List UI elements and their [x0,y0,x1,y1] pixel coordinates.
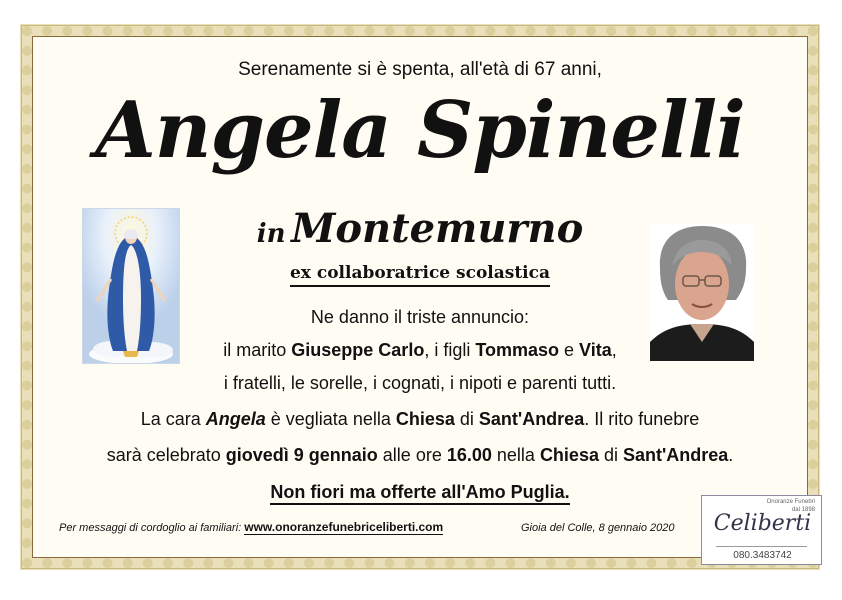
funeral-text: sarà celebrato [106,445,226,465]
child-name: Vita [579,340,612,360]
funeral-text: . [728,445,734,465]
intro-text: Serenamente si è spenta, all'età di 67 anni, [238,59,602,80]
wake-text: di [454,409,479,429]
wake-text: La cara [140,409,206,429]
wake-text: . Il rito funebre [584,409,700,429]
funeral-line [33,445,807,466]
family-text: il marito [223,340,292,360]
wake-text: è vegliata nella [265,409,396,429]
portrait-illustration [650,224,754,361]
condolence-label: Per messaggi di cordoglio ai familiari: [59,522,242,534]
website-link[interactable]: www.onoranzefunebriceliberti.com [244,520,444,534]
flowers-text: Non fiori ma offerte all'Amo Puglia. [270,482,569,505]
funeral-text: nella [491,445,540,465]
condolence-footer [59,520,443,534]
logo-phone: 080.3483742 [733,550,792,561]
portrait-photo [650,224,754,361]
madonna-image [82,208,180,364]
role-text: ex collaboratrice scolastica [290,263,550,287]
funeral-text: di [598,445,623,465]
logo-brand: Celiberti [713,511,812,536]
relatives-text: i fratelli, le sorelle, i cognati, i nipoti e parenti tutti. [223,373,617,393]
church-word: Chiesa [395,409,455,429]
first-name: Angela [205,409,266,429]
place-date: Gioia del Colle, 8 gennaio 2020 [521,522,675,534]
logo-since: dal 1898 [791,507,815,513]
church-name: Sant'Andrea [478,409,585,429]
logo-divider [716,546,807,547]
church-name: Sant'Andrea [622,445,729,465]
deceased-name: Angela Spinelli [95,85,745,176]
logo-tagline: Onoranze Funebri [766,499,815,505]
announce-text: Ne danno il triste annuncio: [310,307,530,327]
church-word: Chiesa [539,445,599,465]
husband-name: Giuseppe Carlo [291,340,425,360]
madonna-illustration [83,209,179,363]
funeral-text: alle ore [377,445,447,465]
funeral-home-logo [701,495,822,565]
family-text: e [559,340,580,360]
family-text: , [611,340,617,360]
married-prefix: in [256,219,286,249]
funeral-date: giovedì 9 gennaio [225,445,378,465]
flowers-note [33,482,807,503]
married-surname: Montemurno [291,205,584,252]
family-text: , i figli [424,340,476,360]
wake-line [33,409,807,430]
funeral-time: 16.00 [446,445,492,465]
child-name: Tommaso [475,340,560,360]
